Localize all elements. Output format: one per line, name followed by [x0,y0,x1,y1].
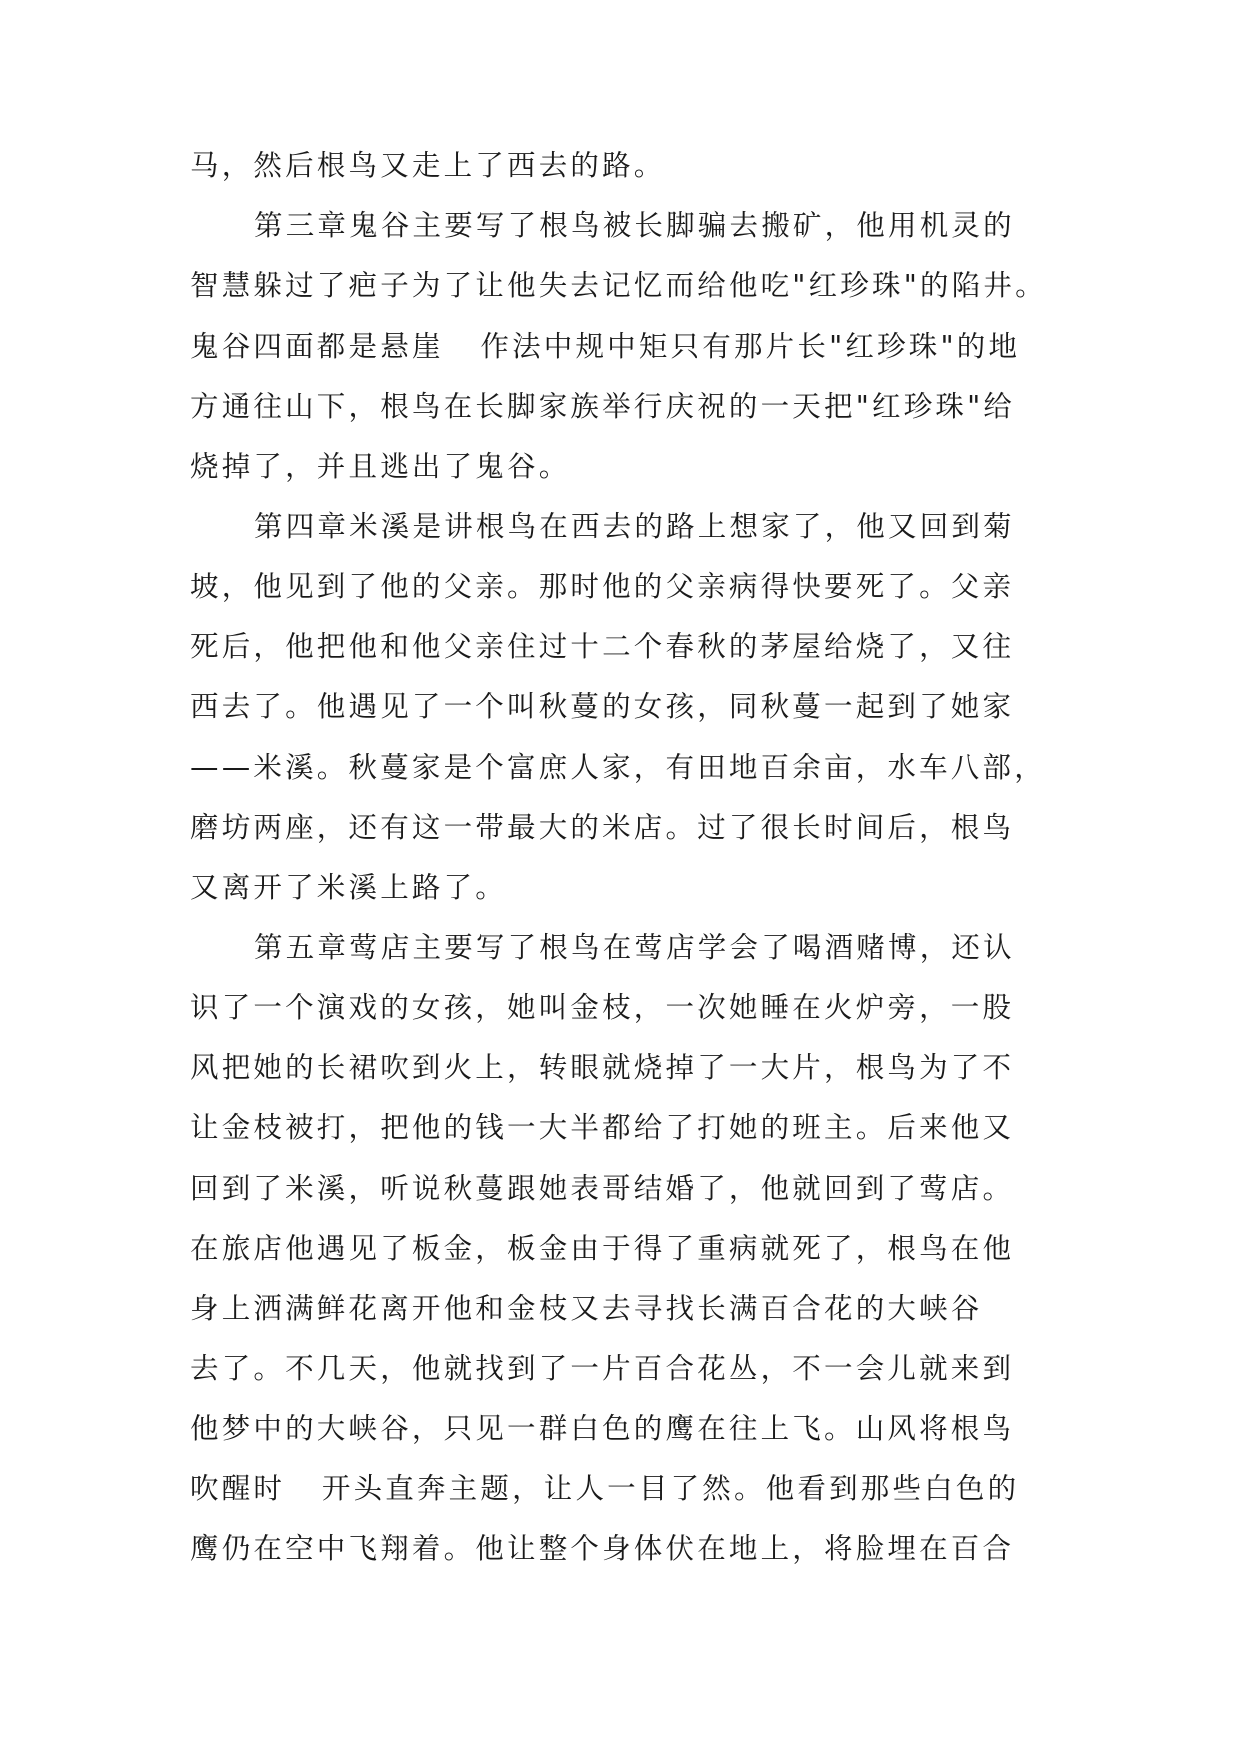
text-line-5: 方通往山下，根鸟在长脚家族举行庆祝的一天把"红珍珠"给 [190,390,1016,423]
text-line-20: 身上洒满鲜花离开他和金枝又去寻找长满百合花的大峡谷 [190,1292,983,1325]
text-line-17: 让金枝被打，把他的钱一大半都给了打她的班主。后来他又 [190,1111,1015,1144]
text-line-19: 在旅店他遇见了板金，板金由于得了重病就死了，根鸟在他 [190,1232,1015,1265]
text-line-24: 鹰仍在空中飞翔着。他让整个身体伏在地上，将脸埋在百合 [190,1532,1015,1565]
text-line-2: 第三章鬼谷主要写了根鸟被长脚骗去搬矿，他用机灵的 [254,209,1015,242]
text-line-1: 马，然后根鸟又走上了西去的路。 [190,149,666,182]
text-line-10: 西去了。他遇见了一个叫秋蔓的女孩，同秋蔓一起到了她家 [190,690,1015,723]
text-line-15: 识了一个演戏的女孩，她叫金枝，一次她睡在火炉旁，一股 [190,991,1015,1024]
text-line-14: 第五章莺店主要写了根鸟在莺店学会了喝酒赌博，还认 [254,931,1015,964]
text-line-18: 回到了米溪，听说秋蔓跟她表哥结婚了，他就回到了莺店。 [190,1172,1015,1205]
text-line-21: 去了。不几天，他就找到了一片百合花丛，不一会儿就来到 [190,1352,1015,1385]
text-line-23: 吹醒时 开头直奔主题，让人一目了然。他看到那些白色的 [190,1472,1020,1505]
text-line-13: 又离开了米溪上路了。 [190,871,508,904]
text-line-4: 鬼谷四面都是悬崖 作法中规中矩只有那片长"红珍珠"的地 [190,330,1021,363]
text-line-9: 死后，他把他和他父亲住过十二个春秋的茅屋给烧了，又往 [190,630,1015,663]
text-line-11: ——米溪。秋蔓家是个富庶人家，有田地百余亩，水车八部， [190,751,1046,784]
text-line-22: 他梦中的大峡谷，只见一群白色的鹰在往上飞。山风将根鸟 [190,1412,1015,1445]
text-line-8: 坡，他见到了他的父亲。那时他的父亲病得快要死了。父亲 [190,570,1015,603]
text-line-16: 风把她的长裙吹到火上，转眼就烧掉了一大片，根鸟为了不 [190,1051,1015,1084]
text-line-7: 第四章米溪是讲根鸟在西去的路上想家了，他又回到菊 [254,510,1015,543]
text-line-6: 烧掉了，并且逃出了鬼谷。 [190,450,571,483]
text-line-3: 智慧躲过了疤子为了让他失去记忆而给他吃"红珍珠"的陷井。 [190,269,1047,302]
text-line-12: 磨坊两座，还有这一带最大的米店。过了很长时间后，根鸟 [190,811,1015,844]
